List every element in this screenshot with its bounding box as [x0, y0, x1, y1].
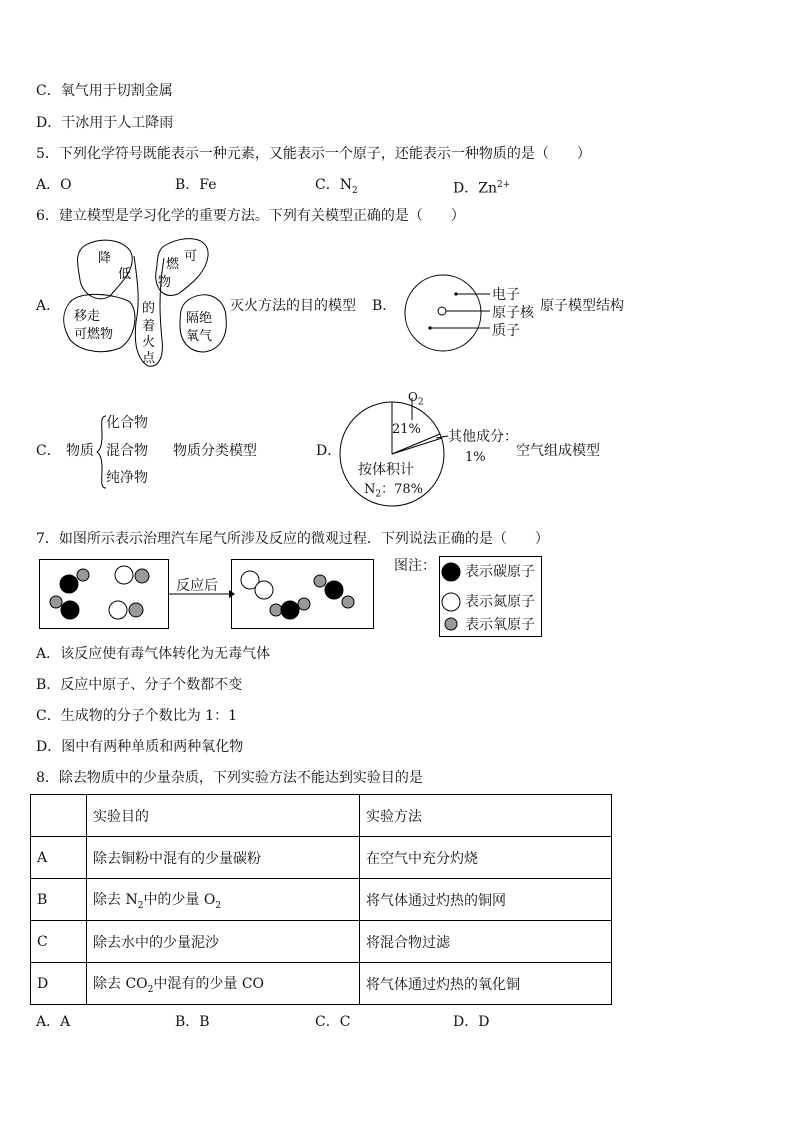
q8-stem: 8．除去物质中的少量杂质，下列实验方法不能达到实验目的是 [36, 770, 423, 786]
row-goal: 除去铜粉中混有的少量碳粉 [87, 837, 360, 879]
fire-text-lower1: 降 [98, 251, 112, 266]
oxygen-legend-icon [445, 618, 457, 630]
svg-text:点: 点 [142, 351, 156, 366]
svg-text:燃: 燃 [166, 257, 180, 272]
nitrogen-legend-icon [442, 593, 460, 611]
row-key: C [31, 921, 87, 963]
svg-text:移走: 移走 [74, 309, 101, 324]
svg-text:的: 的 [142, 301, 156, 316]
fire-extinguish-diagram [60, 232, 230, 372]
atom-proton-label: 质子 [492, 323, 520, 339]
classification-item-compound: 化合物 [106, 415, 148, 431]
q6-option-d-label: D． [316, 443, 342, 459]
table-header-cell: 实验方法 [360, 795, 612, 837]
svg-text:氧气: 氧气 [186, 329, 213, 344]
classification-item-pure: 纯净物 [106, 470, 148, 486]
oxygen-atom-icon [135, 569, 149, 583]
q4-option-d: D．干冰用于人工降雨 [36, 115, 174, 131]
q7-option-a: A．该反应使有毒气体转化为无毒气体 [36, 646, 271, 662]
pie-by-volume-label: 按体积计 [358, 462, 414, 478]
q7-option-c: C．生成物的分子个数比为 1：1 [36, 708, 237, 724]
pie-other-percent: 1% [465, 450, 486, 465]
table-row [31, 921, 612, 963]
table-row [31, 963, 612, 1005]
q4-option-c: C．氧气用于切割金属 [36, 83, 173, 99]
oxygen-atom-icon [50, 596, 62, 608]
q8-option-b: B．B [175, 1014, 210, 1030]
pie-o2-percent: 21% [392, 422, 421, 437]
oxygen-atom-icon [342, 596, 354, 608]
svg-text:低: 低 [118, 267, 132, 282]
row-goal: 除去 $N_2$中的少量 $O_2$ [87, 879, 360, 921]
oxygen-atom-icon [314, 575, 326, 587]
oxygen-atom-icon [298, 598, 310, 610]
experiment-table [30, 794, 612, 1005]
table-header-cell [31, 795, 87, 837]
legend-carbon: 表示碳原子 [465, 564, 535, 580]
oxygen-atom-icon [77, 569, 89, 581]
pie-n2-label: $N_2$：78% [364, 482, 424, 500]
legend-title: 图注： [394, 558, 436, 574]
svg-text:火: 火 [142, 335, 156, 350]
q5-option-b: B．Fe [175, 177, 217, 193]
atom-nucleus-label: 原子核 [492, 305, 534, 321]
table-header-cell: 实验目的 [87, 795, 360, 837]
row-method: 将气体通过灼热的氧化铜 [360, 963, 612, 1005]
row-method: 在空气中充分灼烧 [360, 837, 612, 879]
q6-option-c-label: C． [36, 443, 61, 459]
q7-stem: 7．如图所示表示治理汽车尾气所涉及反应的微观过程．下列说法正确的是（ ） [36, 531, 549, 547]
svg-text:物: 物 [158, 275, 172, 290]
q5-stem: 5．下列化学符号既能表示一种元素，又能表示一个原子，还能表示一种物质的是（ ） [36, 146, 591, 162]
svg-text:着: 着 [142, 319, 156, 334]
q6-stem: 6．建立模型是学习化学的重要方法。下列有关模型正确的是（ ） [36, 208, 465, 224]
q5-option-c: C．$N_2$ [315, 177, 358, 196]
svg-text:可: 可 [184, 249, 198, 264]
q8-option-c: C．C [315, 1014, 351, 1030]
q6-c-caption: 物质分类模型 [173, 443, 257, 459]
carbon-atom-icon [281, 601, 299, 619]
carbon-legend-icon [442, 563, 460, 581]
classification-item-mixture: 混合物 [106, 443, 148, 459]
nitrogen-atom-icon [255, 581, 273, 599]
q5-option-d: D．$Zn^{2+}$ [453, 180, 511, 197]
q6-b-caption: 原子模型结构 [540, 298, 624, 314]
row-method: 将气体通过灼热的铜网 [360, 879, 612, 921]
oxygen-atom-icon [129, 603, 143, 617]
table-header-row [31, 795, 612, 837]
q6-option-b-label: B． [372, 298, 397, 314]
svg-text:隔绝: 隔绝 [186, 311, 213, 326]
q7-option-d: D．图中有两种单质和两种氧化物 [36, 739, 244, 755]
q6-a-caption: 灭火方法的目的模型 [230, 298, 356, 314]
nucleus-icon [438, 307, 446, 315]
row-goal: 除去 $CO_2$中混有的少量 CO [87, 963, 360, 1005]
legend-oxygen: 表示氧原子 [465, 617, 535, 633]
classification-root: 物质 [66, 443, 94, 459]
nitrogen-atom-icon [109, 601, 127, 619]
q8-option-d: D．D [453, 1014, 490, 1030]
carbon-atom-icon [60, 575, 78, 593]
q5-option-a: A．O [36, 177, 72, 193]
pie-o2-label: $O_2$ [408, 390, 424, 408]
q6-option-a-label: A． [36, 298, 61, 314]
table-row [31, 879, 612, 921]
table-row [31, 837, 612, 879]
after-box [232, 560, 374, 629]
carbon-atom-icon [61, 601, 79, 619]
row-goal: 除去水中的少量泥沙 [87, 921, 360, 963]
pie-divider-other [392, 438, 442, 454]
oxygen-atom-icon [270, 604, 282, 616]
pie-other-label: 其他成分： [448, 429, 518, 445]
row-key: B [31, 879, 87, 921]
q7-option-b: B．反应中原子、分子个数都不变 [36, 677, 243, 693]
nitrogen-atom-icon [115, 566, 133, 584]
legend-nitrogen: 表示氮原子 [465, 594, 535, 610]
row-key: A [31, 837, 87, 879]
q8-option-a: A．A [36, 1014, 71, 1030]
air-composition-pie [336, 398, 516, 510]
svg-text:可燃物: 可燃物 [74, 327, 114, 342]
reaction-arrow-label: 反应后 [176, 578, 218, 594]
q6-d-caption: 空气组成模型 [516, 443, 600, 459]
before-box [40, 560, 169, 629]
carbon-atom-icon [325, 581, 343, 599]
row-key: D [31, 963, 87, 1005]
row-method: 将混合物过滤 [360, 921, 612, 963]
atom-electron-label: 电子 [492, 287, 520, 303]
